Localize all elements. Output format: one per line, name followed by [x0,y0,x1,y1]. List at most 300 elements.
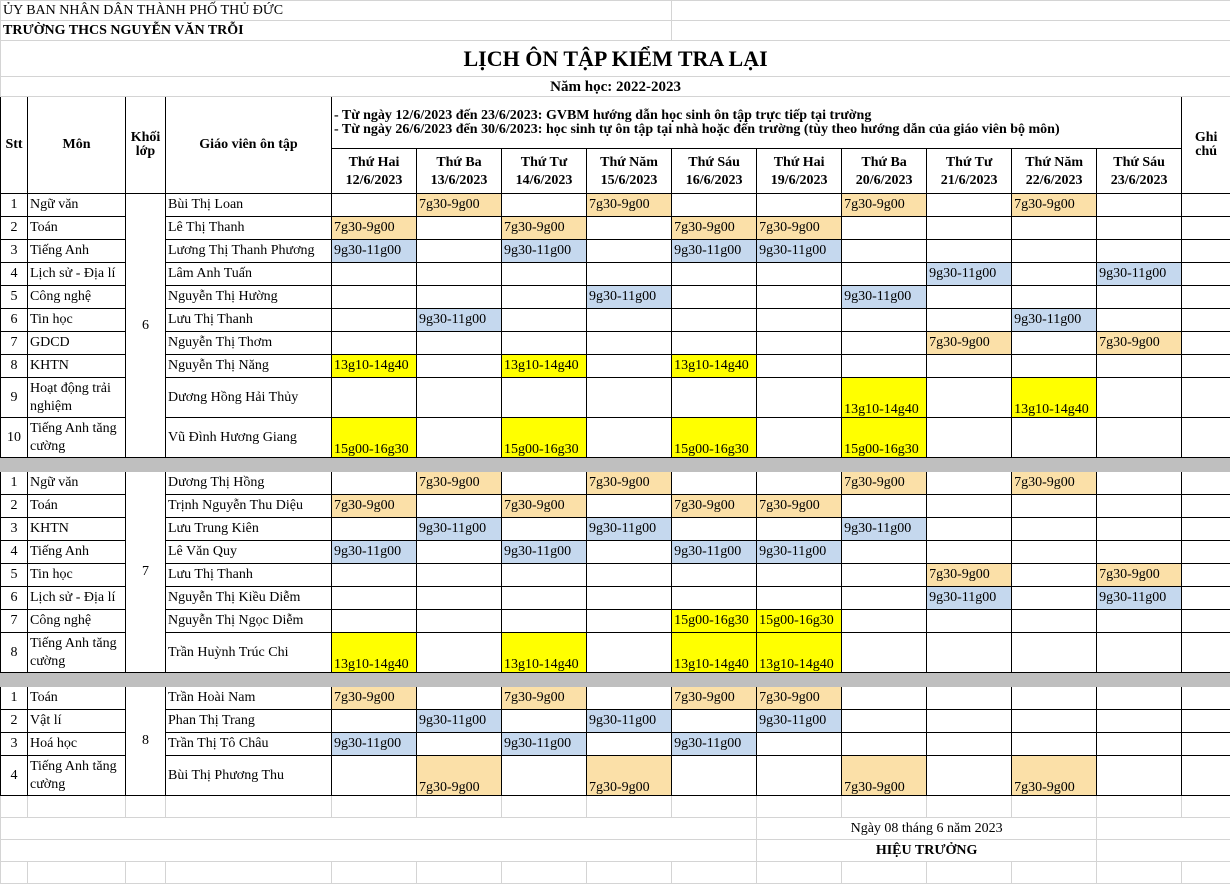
row-teacher: Trần Thị Tô Châu [166,733,332,756]
row-subject: Tiếng Anh [28,541,126,564]
day-date: 16/6/2023 [685,173,743,188]
slot-cell: 7g30-9g00 [927,564,1012,587]
slot-cell [502,564,587,587]
slot-cell [332,564,417,587]
row-subject: Tiếng Anh tăng cường [28,633,126,673]
slot-cell: 13g10-14g40 [332,355,417,378]
slot-cell [842,610,927,633]
slot-cell: 13g10-14g40 [672,355,757,378]
row-stt: 1 [1,194,28,217]
slot-cell [927,733,1012,756]
slot-cell: 15g00-16g30 [672,418,757,458]
slot-cell [842,587,927,610]
row-teacher: Lâm Anh Tuấn [166,263,332,286]
slot-cell [927,518,1012,541]
slot-cell [417,355,502,378]
row-teacher: Nguyễn Thị Hường [166,286,332,309]
slot-cell: 9g30-11g00 [587,518,672,541]
row-stt: 1 [1,472,28,495]
signature-date: Ngày 08 tháng 6 năm 2023 [757,818,1097,840]
table-row [1,472,1230,495]
table-row [1,217,1230,240]
row-teacher: Lương Thị Thanh Phương [166,240,332,263]
slot-cell [842,733,927,756]
row-subject: Tin học [28,564,126,587]
row-teacher: Vũ Đình Hương Giang [166,418,332,458]
table-row [1,610,1230,633]
slot-cell [417,633,502,673]
row-teacher: Dương Hồng Hải Thủy [166,378,332,418]
row-note [1182,733,1230,756]
slot-cell [842,687,927,710]
slot-cell [587,378,672,418]
slot-cell: 9g30-11g00 [587,710,672,733]
slot-cell [757,587,842,610]
table-row [1,756,1230,796]
row-stt: 8 [1,355,28,378]
header-grade: Khối lớp [126,97,166,194]
slot-cell: 7g30-9g00 [927,332,1012,355]
day-name: Thứ Ba [861,155,907,170]
table-row [1,194,1230,217]
row-stt: 8 [1,633,28,673]
slot-cell: 7g30-9g00 [332,495,417,518]
slot-cell [502,710,587,733]
slot-cell [757,332,842,355]
slot-cell [842,309,927,332]
slot-cell [842,240,927,263]
row-subject: Toán [28,217,126,240]
slot-cell [1012,610,1097,633]
slot-cell: 9g30-11g00 [1012,309,1097,332]
slot-cell [502,286,587,309]
row-note [1182,564,1230,587]
slot-cell [502,309,587,332]
slot-cell: 7g30-9g00 [587,756,672,796]
row-stt: 4 [1,756,28,796]
day-date: 12/6/2023 [345,173,403,188]
slot-cell [587,733,672,756]
day-date: 13/6/2023 [430,173,488,188]
slot-cell [1097,472,1182,495]
row-note [1182,217,1230,240]
row-note [1182,610,1230,633]
row-stt: 2 [1,495,28,518]
slot-cell [587,332,672,355]
row-subject: Tiếng Anh [28,240,126,263]
row-note [1182,418,1230,458]
slot-cell [1097,194,1182,217]
slot-cell [417,541,502,564]
slot-cell: 7g30-9g00 [757,495,842,518]
row-subject: Tin học [28,309,126,332]
grade-cell: 7 [126,472,166,673]
day-name: Thứ Hai [348,155,400,170]
slot-cell: 7g30-9g00 [1097,564,1182,587]
slot-cell [842,633,927,673]
row-teacher: Lê Thị Thanh [166,217,332,240]
slot-cell [672,194,757,217]
slot-cell: 7g30-9g00 [1012,756,1097,796]
slot-cell [1097,418,1182,458]
row-stt: 5 [1,564,28,587]
slot-cell [927,194,1012,217]
row-subject: KHTN [28,355,126,378]
day-header [332,149,417,194]
slot-cell: 9g30-11g00 [1097,587,1182,610]
slot-cell [502,518,587,541]
slot-cell [757,418,842,458]
slot-cell [757,194,842,217]
day-header [1012,149,1097,194]
slot-cell [502,263,587,286]
row-stt: 4 [1,541,28,564]
slot-cell [927,495,1012,518]
table-row [1,355,1230,378]
slot-cell [417,240,502,263]
row-note [1182,518,1230,541]
row-subject: Toán [28,495,126,518]
row-stt: 3 [1,240,28,263]
row-stt: 5 [1,286,28,309]
slot-cell: 7g30-9g00 [842,472,927,495]
slot-cell: 7g30-9g00 [587,194,672,217]
table-row [1,733,1230,756]
slot-cell [757,263,842,286]
slot-cell [927,217,1012,240]
slot-cell: 9g30-11g00 [1097,263,1182,286]
school-year: Năm học: 2022-2023 [1,77,1230,97]
row-subject: Vật lí [28,710,126,733]
day-name: Thứ Tư [945,155,993,170]
slot-cell [1012,263,1097,286]
row-stt: 7 [1,332,28,355]
row-teacher: Lê Văn Quy [166,541,332,564]
slot-cell [587,418,672,458]
row-subject: Tiếng Anh tăng cường [28,756,126,796]
committee-name: ỦY BAN NHÂN DÂN THÀNH PHỐ THỦ ĐỨC [1,1,672,21]
table-row [1,687,1230,710]
slot-cell: 9g30-11g00 [417,309,502,332]
table-row [1,633,1230,673]
row-stt: 2 [1,710,28,733]
table-row [1,418,1230,458]
row-subject: Toán [28,687,126,710]
slot-cell [672,564,757,587]
slot-cell [1012,633,1097,673]
slot-cell [502,610,587,633]
slot-cell [842,332,927,355]
slot-cell: 7g30-9g00 [332,687,417,710]
slot-cell [757,564,842,587]
slot-cell [842,710,927,733]
slot-cell [927,710,1012,733]
slot-cell [1012,564,1097,587]
row-stt: 3 [1,518,28,541]
slot-cell [672,309,757,332]
row-subject: Công nghệ [28,610,126,633]
slot-cell [1097,518,1182,541]
slot-cell [757,472,842,495]
school-name: TRƯỜNG THCS NGUYỄN VĂN TRỖI [1,21,672,41]
slot-cell [927,633,1012,673]
slot-cell: 9g30-11g00 [842,518,927,541]
slot-cell: 7g30-9g00 [672,495,757,518]
day-name: Thứ Sáu [688,155,740,170]
table-row [1,332,1230,355]
row-stt: 9 [1,378,28,418]
slot-cell [1097,217,1182,240]
slot-cell [842,263,927,286]
slot-cell: 7g30-9g00 [672,687,757,710]
row-note [1182,687,1230,710]
slot-cell: 9g30-11g00 [757,710,842,733]
slot-cell [1097,710,1182,733]
slot-cell [1012,418,1097,458]
row-note [1182,472,1230,495]
row-subject: KHTN [28,518,126,541]
slot-cell [332,286,417,309]
row-teacher: Lưu Trung Kiên [166,518,332,541]
slot-cell [332,756,417,796]
slot-cell: 9g30-11g00 [672,541,757,564]
slot-cell [757,733,842,756]
row-note [1182,355,1230,378]
slot-cell: 7g30-9g00 [332,217,417,240]
row-teacher: Bùi Thị Loan [166,194,332,217]
slot-cell [502,194,587,217]
info-line-2: - Từ ngày 26/6/2023 đến 30/6/2023: học sinh tự ôn tập tại nhà hoặc đến trường (tùy theo hướng dẫn của giáo viên bộ môn) [332,123,1182,149]
slot-cell [672,587,757,610]
slot-cell [1097,286,1182,309]
row-subject: GDCD [28,332,126,355]
table-row [1,286,1230,309]
slot-cell [587,541,672,564]
slot-cell [332,587,417,610]
row-teacher: Nguyễn Thị Kiều Diễm [166,587,332,610]
row-teacher: Dương Thị Hồng [166,472,332,495]
day-date: 22/6/2023 [1025,173,1083,188]
slot-cell [927,286,1012,309]
row-teacher: Phan Thị Trang [166,710,332,733]
row-stt: 4 [1,263,28,286]
slot-cell [417,564,502,587]
row-stt: 7 [1,610,28,633]
slot-cell: 9g30-11g00 [332,541,417,564]
slot-cell [1012,495,1097,518]
slot-cell: 9g30-11g00 [672,733,757,756]
slot-cell: 13g10-14g40 [672,633,757,673]
slot-cell: 9g30-11g00 [417,710,502,733]
slot-cell [587,240,672,263]
row-subject: Hoá học [28,733,126,756]
slot-cell [927,610,1012,633]
day-date: 20/6/2023 [855,173,913,188]
slot-cell: 7g30-9g00 [1012,472,1097,495]
slot-cell: 9g30-11g00 [502,541,587,564]
day-date: 15/6/2023 [600,173,658,188]
slot-cell [927,418,1012,458]
row-note [1182,541,1230,564]
header-note: Ghi chú [1182,97,1230,194]
slot-cell [587,564,672,587]
slot-cell [502,332,587,355]
group-separator [1,458,1230,472]
table-row [1,587,1230,610]
table-row [1,309,1230,332]
slot-cell: 9g30-11g00 [672,240,757,263]
slot-cell [1097,309,1182,332]
row-note [1182,332,1230,355]
slot-cell [672,710,757,733]
row-subject: Lịch sử - Địa lí [28,263,126,286]
slot-cell: 9g30-11g00 [842,286,927,309]
slot-cell: 15g00-16g30 [757,610,842,633]
slot-cell [927,756,1012,796]
slot-cell [672,332,757,355]
info-line-1: - Từ ngày 12/6/2023 đến 23/6/2023: GVBM hướng dẫn học sinh ôn tập trực tiếp tại trường [332,97,1182,123]
slot-cell [332,309,417,332]
slot-cell [417,495,502,518]
table-row [1,378,1230,418]
slot-cell: 13g10-14g40 [332,633,417,673]
slot-cell [417,587,502,610]
slot-cell: 9g30-11g00 [502,733,587,756]
slot-cell: 9g30-11g00 [587,286,672,309]
table-row [1,710,1230,733]
row-subject: Tiếng Anh tăng cường [28,418,126,458]
slot-cell: 9g30-11g00 [502,240,587,263]
row-subject: Ngữ văn [28,194,126,217]
slot-cell: 15g00-16g30 [672,610,757,633]
day-name: Thứ Tư [520,155,568,170]
slot-cell [672,286,757,309]
slot-cell [842,541,927,564]
table-row [1,541,1230,564]
row-subject: Lịch sử - Địa lí [28,587,126,610]
slot-cell [1097,687,1182,710]
row-teacher: Trần Huỳnh Trúc Chi [166,633,332,673]
slot-cell: 7g30-9g00 [502,217,587,240]
day-name: Thứ Năm [600,155,658,170]
slot-cell: 7g30-9g00 [502,687,587,710]
day-name: Thứ Ba [436,155,482,170]
slot-cell [332,610,417,633]
slot-cell [757,518,842,541]
row-note [1182,286,1230,309]
slot-cell: 7g30-9g00 [757,687,842,710]
row-teacher: Bùi Thị Phương Thu [166,756,332,796]
slot-cell [842,495,927,518]
day-name: Thứ Sáu [1113,155,1165,170]
slot-cell [587,610,672,633]
table-row [1,518,1230,541]
slot-cell [672,472,757,495]
day-date: 21/6/2023 [940,173,998,188]
slot-cell [1097,733,1182,756]
slot-cell: 9g30-11g00 [417,518,502,541]
table-row [1,263,1230,286]
slot-cell [332,263,417,286]
slot-cell [502,378,587,418]
slot-cell [842,355,927,378]
page-title: LỊCH ÔN TẬP KIỂM TRA LẠI [1,41,1230,77]
slot-cell: 7g30-9g00 [842,194,927,217]
row-subject: Công nghệ [28,286,126,309]
slot-cell [587,587,672,610]
slot-cell [757,378,842,418]
slot-cell: 13g10-14g40 [842,378,927,418]
slot-cell [587,263,672,286]
slot-cell: 7g30-9g00 [1012,194,1097,217]
table-row [1,564,1230,587]
slot-cell [1097,355,1182,378]
slot-cell [587,687,672,710]
slot-cell [1012,733,1097,756]
day-header [502,149,587,194]
slot-cell: 7g30-9g00 [842,756,927,796]
slot-cell [672,518,757,541]
row-subject: Hoạt động trải nghiệm [28,378,126,418]
slot-cell [672,378,757,418]
day-name: Thứ Năm [1025,155,1084,170]
slot-cell: 7g30-9g00 [672,217,757,240]
slot-cell [672,263,757,286]
slot-cell [332,518,417,541]
slot-cell [332,472,417,495]
slot-cell [1012,355,1097,378]
row-stt: 10 [1,418,28,458]
slot-cell [1097,541,1182,564]
slot-cell: 7g30-9g00 [1097,332,1182,355]
slot-cell: 13g10-14g40 [502,355,587,378]
slot-cell: 13g10-14g40 [502,633,587,673]
slot-cell [417,610,502,633]
row-note [1182,587,1230,610]
slot-cell [1097,378,1182,418]
slot-cell [1012,240,1097,263]
slot-cell [1012,587,1097,610]
table-row [1,495,1230,518]
row-teacher: Trần Hoài Nam [166,687,332,710]
row-stt: 3 [1,733,28,756]
row-stt: 6 [1,309,28,332]
slot-cell [332,710,417,733]
slot-cell: 7g30-9g00 [757,217,842,240]
slot-cell [1097,610,1182,633]
row-note [1182,240,1230,263]
day-header [672,149,757,194]
row-note [1182,194,1230,217]
slot-cell [502,472,587,495]
row-note [1182,710,1230,733]
row-subject: Ngữ văn [28,472,126,495]
slot-cell [927,309,1012,332]
day-header [842,149,927,194]
group-separator [1,673,1230,687]
header-subject: Môn [28,97,126,194]
slot-cell: 9g30-11g00 [927,263,1012,286]
slot-cell [842,217,927,240]
day-name: Thứ Hai [773,155,825,170]
slot-cell [332,332,417,355]
grade-cell: 6 [126,194,166,458]
row-note [1182,756,1230,796]
slot-cell [757,286,842,309]
slot-cell [1012,286,1097,309]
header-teacher: Giáo viên ôn tập [166,97,332,194]
slot-cell [1097,495,1182,518]
